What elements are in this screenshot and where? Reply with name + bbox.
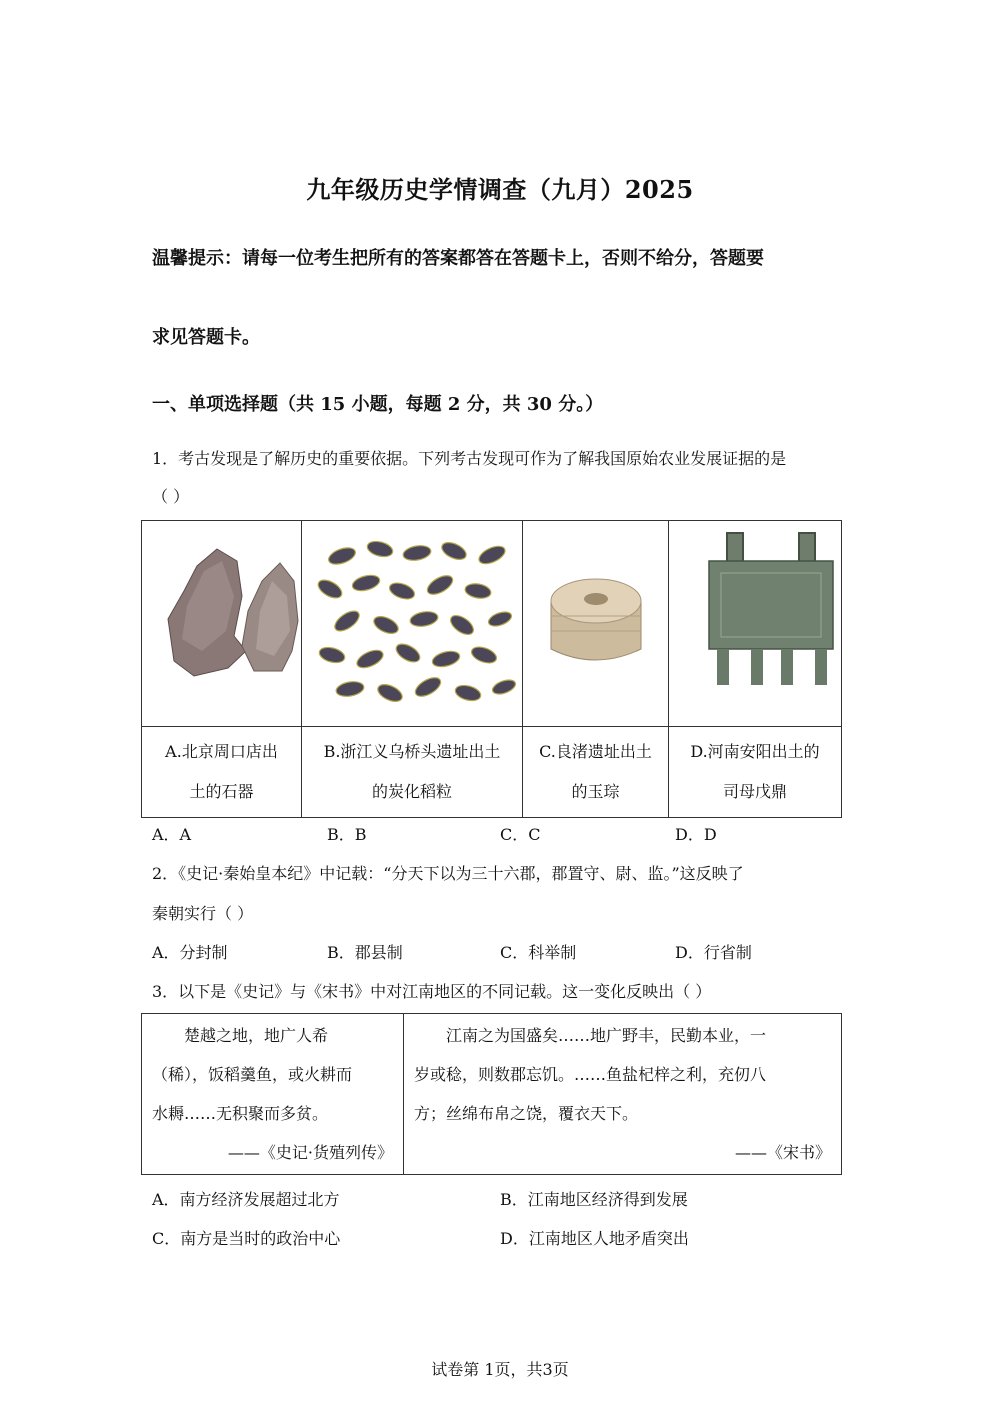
q3-right-source-citation: ——《宋书》 — [734, 1143, 831, 1162]
q3-left-source-citation: ——《史记·货殖列传》 — [227, 1143, 393, 1162]
q1-option-a[interactable]: A．A — [152, 825, 192, 844]
q3-source-table — [141, 1013, 842, 1175]
q1-image-table — [141, 520, 842, 818]
q2-option-d[interactable]: D．行省制 — [675, 943, 752, 962]
jade-cong-image — [523, 521, 667, 726]
q1-cell-a-caption — [142, 727, 302, 818]
q1-cell-c-caption — [523, 727, 669, 818]
q1-caption-b-line-1: B.浙江义乌桥头遗址出土 — [323, 742, 501, 761]
q3-right-line-3: 方；丝绵布帛之饶，覆衣天下。 — [414, 1104, 639, 1123]
q3-left-source — [142, 1014, 404, 1175]
page-footer: 试卷第 1页，共3页 — [431, 1360, 569, 1379]
q1-option-d[interactable]: D．D — [675, 825, 717, 844]
q3-left-line-2: （稀），饭稻羹鱼，或火耕而 — [152, 1065, 353, 1084]
q3-stem: 3．以下是《史记》与《宋书》中对江南地区的不同记载。这一变化反映出（ ） — [152, 982, 712, 1001]
q2-option-a[interactable]: A．分封制 — [152, 943, 228, 962]
q1-caption-b-line-2: 的炭化稻粒 — [371, 782, 452, 801]
q1-cell-b-image — [302, 521, 523, 727]
q3-right-line-1: 江南之为国盛矣……地广野丰，民勤本业，一 — [446, 1026, 767, 1045]
q1-caption-a-line-2: 土的石器 — [189, 782, 254, 801]
q1-caption-a-line-1: A.北京周口店出 — [165, 742, 278, 761]
carbonized-rice-image — [302, 521, 521, 726]
q3-option-b[interactable]: B．江南地区经济得到发展 — [500, 1190, 688, 1209]
q3-option-c[interactable]: C．南方是当时的政治中心 — [152, 1229, 341, 1248]
q1-cell-a-image — [142, 521, 302, 727]
q1-caption-c-line-1: C.良渚遗址出土 — [539, 742, 652, 761]
page-title: 九年级历史学情调查（九月）2025 — [306, 175, 694, 204]
q1-option-b[interactable]: B．B — [327, 825, 367, 844]
bronze-ding-image — [669, 521, 840, 726]
q1-cell-b-caption — [302, 727, 523, 818]
q1-caption-c-line-2: 的玉琮 — [571, 782, 620, 801]
q3-left-line-3: 水耨……无积聚而多贫。 — [152, 1104, 329, 1123]
q1-stem-line-1: 1．考古发现是了解历史的重要依据。下列考古发现可作为了解我国原始农业发展证据的是 — [152, 449, 787, 468]
q2-stem-line-2: 秦朝实行（ ） — [152, 904, 254, 923]
q3-option-d[interactable]: D．江南地区人地矛盾突出 — [500, 1229, 689, 1248]
q1-cell-d-caption — [669, 727, 842, 818]
tip-line-2: 求见答题卡。 — [152, 327, 260, 348]
q1-stem-line-2: （ ） — [152, 487, 190, 506]
q3-right-line-2: 岁或稔，则数郡忘饥。……鱼盐杞梓之利，充仞八 — [414, 1065, 767, 1084]
q2-option-b[interactable]: B．郡县制 — [327, 943, 403, 962]
section-heading: 一、单项选择题（共 15 小题，每题 2 分，共 30 分。） — [152, 394, 604, 415]
q1-caption-d-line-2: 司母戊鼎 — [722, 782, 787, 801]
q3-right-source — [404, 1014, 842, 1175]
stone-tools-image — [142, 521, 300, 726]
q1-cell-c-image — [523, 521, 669, 727]
q2-option-c[interactable]: C．科举制 — [500, 943, 577, 962]
q3-option-a[interactable]: A．南方经济发展超过北方 — [152, 1190, 340, 1209]
q1-option-c[interactable]: C．C — [500, 825, 541, 844]
tip-line-1: 温馨提示：请每一位考生把所有的答案都答在答题卡上，否则不给分，答题要 — [152, 248, 764, 269]
q1-caption-d-line-1: D.河南安阳出土的 — [690, 742, 820, 761]
q3-left-line-1: 楚越之地，地广人希 — [184, 1026, 329, 1045]
q1-cell-d-image — [669, 521, 842, 727]
q2-stem-line-1: 2．《史记·秦始皇本纪》中记载：“分天下以为三十六郡，郡置守、尉、监。”这反映了 — [152, 864, 744, 883]
